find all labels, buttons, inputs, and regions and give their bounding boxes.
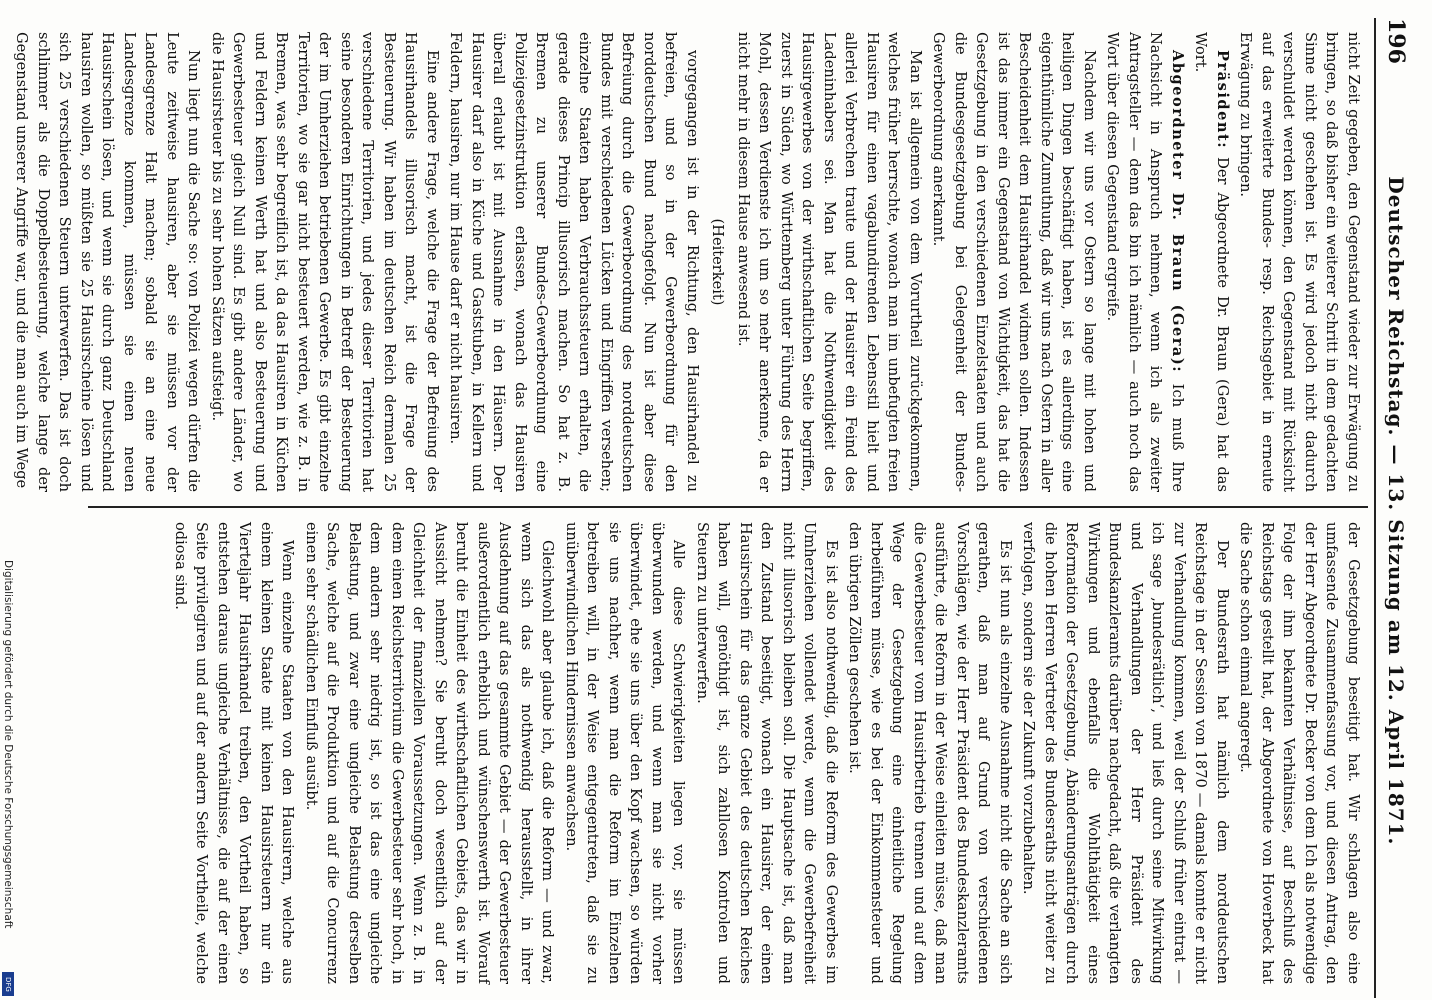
paragraph: Es ist also nothwendig, daß die Reform des Gewerbes im Umherziehen vollendet werde, wenn die Gewerbefreiheit nicht illusorisch bleiben soll. Die Hauptsache ist, daß man den Zustand beseitigt, wonach ein Hausirer, der einen Hausirschein für das ganze Gebiet des deutschen Reiches haben will, genöthigt ist, sich zahllosen Kontrolen und Steuern zu unterwerfen. bbox=[694, 522, 840, 984]
paragraph: Es ist nun als einzelne Ausnahme nicht die Sache an sich gerathen, daß man auf Grund von verschiedenen Vorschlägen, wie der Herr Präsident des Bundeskanzleramts ausführte, die Reform in der Weise einleiten müsse, daß man die Gewerbesteuer vom Hausirbetrieb trennen und auf dem Wege der Gesetzgebung eine einheitliche Regelung herbeiführen müsse, wie es bei der Einkommensteuer und den übrigen Zöllen geschehen ist. bbox=[846, 522, 1014, 984]
running-title: Deutscher Reichstag. — 13. Sitzung am 12. April 1871. bbox=[1384, 176, 1408, 846]
speech-text: Der Abgeordnete Dr. Braun (Gera) hat das Wort. bbox=[1192, 32, 1231, 492]
speaker-name: Präsident: bbox=[1214, 50, 1231, 150]
paragraph: Gleichwohl aber glaube ich, daß die Reform — und zwar, wenn sich das als nothwendig herausstellt, in ihrer Ausdehnung auf das gesammte Gebiet — der Gewerbesteuer außerordentlich erheblich und wünschenswerth ist. Worauf beruht die Einheit des wirthschaftlichen Gebiets, das wir in Aussicht nehmen? Sie beruht doch wesentlich auf der Gleichheit der finanziellen Voraussetzungen. Wenn z. B. in dem einen Reichsterritorium die Gewerbesteuer sehr hoch, in dem andern sehr niedrig ist, so ist das eine ungleiche Belastung, und zwar eine ungleiche Belastung derselben Sache, welche auf die Produktion und auf die Concurrenz einen sehr schädlichen Einfluß ausübt. bbox=[303, 522, 557, 984]
text-columns bbox=[13, 18, 1368, 998]
right-column bbox=[88, 508, 1368, 998]
page-header bbox=[1374, 18, 1416, 998]
speech-text: Ich muß Ihre Nachsicht in Anspruch nehmen, wenn ich als zweiter Antragsteller — denn das bin ich nämlich — auch noch das Wort über diesen Gegenstand ergreife. bbox=[1104, 32, 1186, 492]
speaker-name: Abgeordneter Dr. Braun (Gera): bbox=[1169, 50, 1186, 374]
paragraph: Nachdem wir uns vor Ostern so lange mit hohen und heiligen Dingen beschäftigt haben, ist es allerdings eine eigenthümliche Zumuthung, daß wir uns nach Ostern in aller Bescheidenheit dem Hausirhandel widmen sollen. Indessen ist das immer ein Gegenstand von Wichtigkeit, das hat die Gesetzgebung in den verschiedenen Einzelstaaten und auch die Bundesgesetzgebung bei Gelegenheit der Bundes-Gewerbeordnung anerkannt. bbox=[930, 32, 1098, 492]
dfg-logo: DFG bbox=[2, 972, 14, 996]
page-number: 196 bbox=[1383, 18, 1409, 64]
paragraph: Der Bundesrath hat nämlich dem norddeutschen Reichstage in der Session von 1870 — damals konnte er nicht zur Verhandlung kommen, weil der Schluß früher eintrat — ich sage ‚bundesrätlich‘, und ließ durch seine Mitwirkung und Verhandlungen der Herr Präsident des Bundeskanzleramts darüber nachgedacht, daß die verlangten Wirkungen und ebenfalls die Wohlthätigkeit eines Reformation der Gesetzgebung, Abänderungsanträgen durch die hohen Herren Vertreter des Bundesraths nicht weiter zu verfolgen, sondern sie der Zukunft vorzubehalten. bbox=[1020, 522, 1231, 984]
left-column bbox=[13, 18, 1368, 508]
paragraph: vorgegangen ist in der Richtung, den Hausirhandel zu befreien, und so in der Gewerbeordnung für den norddeutschen Bund nachgefolgt. Nun ist aber diese Befreiung durch die Gewerbeordnung des norddeutschen Bundes mit verschiedenen Lücken und Eingriffen versehen; einzelne Staaten haben Verbrauchssteuern erhalten, die gerade dieses Princip illusorisch machen. So hat z. B. Bremen zu unserer Bundes-Gewerbeordnung eine Polizeigesetzinstruktion erlassen, wonach das Hausiren überall erlaubt ist mit Ausnahme in den Häusern. Der Hausirer darf also in Küche und Gaststuben, in Kellern und Feldern, hausiren, nur im Hause darf er nicht hausiren. bbox=[447, 32, 701, 492]
paragraph: Wenn einzelne Staaten von den Hausirern, welche aus einem kleinen Staate mit keinen Hausirsteuern nur ein Vierteljahr Hausirhandel treiben, den Vortheil haben, so entstehen daraus ungleiche Verhältnisse, die auf der einen Seite privilegiren und auf der andern Seite Vortheile, welche odiosa sind. bbox=[172, 522, 297, 984]
digitization-caption: Digitalisierung gefördert durch die Deutsche Forschungsgemeinschaft bbox=[2, 560, 14, 929]
speech-paragraph bbox=[1102, 32, 1188, 492]
paragraph: der Gesetzgebung beseitigt hat. Wir schlagen also eine umfassende Zusammenfassung vor, und diesen Antrag, den der Herr Abgeordnete Dr. Becker von dem Ich als notwendige Folge der ihm bekannten Verhältnisse, auf Beschluß des Reichstags gestellt hat, der Abgeordnete von Hoverbeck hat die Sache schon einmal angeregt. bbox=[1237, 522, 1362, 984]
paragraph: nicht Zeit gegeben, den Gegenstand wieder zur Erwägung zu bringen, so daß bisher ein weiterer Schritt in dem gedachten Sinne nicht geschehen ist. Es wird jedoch nicht dadurch verschuldet werden können, den Gegenstand mit Rücksicht auf das erweiterte Bundes- resp. Reichsgebiet in erneute Erwägung zu bringen. bbox=[1237, 32, 1362, 492]
paragraph: Eine andere Frage, welche die Frage der Befreiung des Hausirhandels illusorisch macht, ist die Frage der Besteuerung. Wir haben im deutschen Reich dermalen 25 verschiedene Territorien, und jedes dieser Territorien hat seine besonderen Einrichtungen in Betreff der Besteuerung der im Umherziehen betriebenen Gewerbe. Es gibt einzelne Territorien, wo sie gar nicht besteuert werden, wie z. B. in Bremen, was sehr begreiflich ist, da das Hausiren in Küchen und Feldern keinen Werth hat und also Besteuerung und Gewerbesteuer gleich Null sind. Es gibt andere Länder, wo die Hausirsteuer bis zu sehr hohen Sätzen aufsteigt. bbox=[209, 32, 441, 492]
rotated-document-page bbox=[13, 18, 1416, 998]
speech-paragraph bbox=[1190, 32, 1233, 492]
paragraph: Nun liegt nun die Sache so: von Polizei wegen dürfen die Leute zeitweise hausiren, aber sie müssen vor der Landesgrenze Halt machen; sobald sie an eine neue Landesgrenze kommen, müssen sie einen neuen Hausirschein lösen, und wenn sie durch ganz Deutschland hausiren wollen, so müßten sie 25 Hausirscheine lösen und sich 25 verschiedenen Steuern unterwerfen. Das ist doch schlimmer als die Doppelbesteuerung, welche lange der Gegenstand unserer Angriffe war, und die man auch im Wege bbox=[13, 32, 203, 492]
paragraph: Alle diese Schwierigkeiten liegen vor, sie müssen überwunden werden, und wenn man sie nicht vorher überwindet, ehe sie uns über den Kopf wachsen, so würden sie uns nachher, wenn man die Reform im Einzelnen betreiben will, in der Weise entgegentreten, daß sie zu unüberwindlichen Hindernissen anwachsen. bbox=[563, 522, 688, 984]
paragraph: Man ist allgemein von dem Vorurtheil zurückgekommen, welches früher herrschte, wonach man im unbefugten freien Hausiren für einen vagabundirenden Lebensstil hielt und allerlei Verbrechen traute und der Hausirer ein Feind des Ladeninhabers sei. Man hat die Nothwendigkeit des Hausirgewerbes von der wirthschaftlichen Seite begriffen, zuerst in Süden, wo Württemberg unter Führung des Herrn Mohl, dessen Verdienste ich um so mehr anerkenne, da er nicht mehr in diesem Hause anwesend ist. bbox=[735, 32, 924, 492]
interjection: (Heiterkeit) bbox=[709, 218, 727, 306]
